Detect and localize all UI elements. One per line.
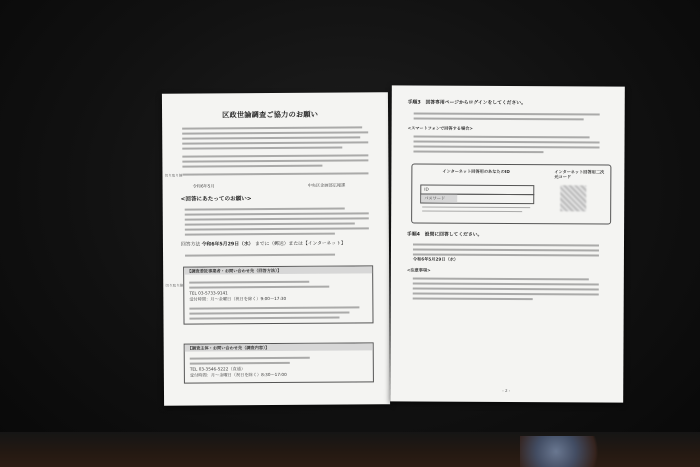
text-line (185, 217, 369, 220)
text-line (185, 222, 355, 225)
text-line (182, 136, 360, 139)
deadline-prefix: 回答方法 (180, 242, 201, 248)
sender-text: 中央区企画部広報課 (307, 182, 346, 188)
margin-label: 切り取り線 (165, 283, 184, 288)
contact-box-1 (183, 265, 373, 324)
right-document-page (390, 85, 625, 402)
text-line (182, 131, 368, 134)
text-line (190, 357, 310, 359)
text-line (182, 154, 368, 157)
step3-heading: 手順3 回答専用ページからログインをしてください。 (407, 100, 526, 107)
page-number: - 2 - (502, 387, 511, 394)
smartphone-heading: <スマートフォンで回答する場合> (407, 125, 473, 131)
login-info-box (411, 163, 611, 224)
text-line (413, 278, 589, 280)
text-line (185, 208, 345, 211)
step4-heading: 手順4 設問に回答してください。 (407, 232, 483, 238)
margin-label: 切り取り線 (164, 173, 183, 178)
box1-tel: TEL 03-5733-9141 (189, 290, 228, 296)
text-line (413, 288, 599, 290)
deadline-date: 令和6年5月29日（水） (412, 256, 459, 262)
deadline-suffix: までに（郵送）または【インターネット】 (254, 241, 346, 248)
text-line (414, 146, 600, 148)
blurred-object (520, 436, 610, 467)
text-line (413, 249, 599, 251)
text-line (185, 254, 335, 257)
left-document-page (162, 92, 390, 406)
text-line (414, 136, 590, 138)
id-label: ID (424, 186, 429, 192)
text-line (414, 113, 600, 115)
text-line (413, 293, 599, 295)
text-line (182, 141, 368, 144)
login-box-label: インターネット回答用のあなたのID (442, 168, 510, 175)
notes-heading: <注意事項> (406, 267, 431, 273)
text-line (189, 317, 339, 320)
deadline-date: 令和6年5月29日（水） (201, 242, 254, 248)
text-line (413, 151, 543, 153)
text-line (190, 362, 290, 364)
text-line (413, 244, 599, 246)
qr-label: インターネット回答用二次元コード (554, 169, 605, 180)
box2-hours: 受付時間：月～金曜日（祝日を除く）8:30～17:00 (189, 371, 287, 378)
text-line (414, 141, 600, 143)
box1-title: 【調査委託事業者・お問い合わせ先（回答方法）】 (187, 267, 282, 274)
text-line (413, 254, 599, 256)
box1-hours: 受付時間：月～金曜日（祝日を除く）9:00～17:30 (189, 295, 287, 302)
text-line (189, 311, 349, 314)
box2-tel: TEL 03-3546-5222（直通） (189, 366, 246, 372)
blurred-qr-code (560, 185, 586, 211)
password-field (420, 194, 534, 205)
text-line (182, 172, 368, 175)
text-line (189, 281, 309, 283)
text-line (182, 159, 368, 162)
text-line (185, 212, 369, 215)
date-text: 令和6年5月 (192, 183, 215, 189)
box2-title: 【調査主体・お問い合わせ先（調査内容）】 (187, 344, 270, 351)
text-line (422, 207, 530, 209)
text-line (182, 147, 342, 150)
text-line (189, 286, 329, 288)
page-title: 区政世論調査ご協力のお願い (222, 109, 319, 120)
text-line (182, 165, 322, 167)
section-heading: <回答にあたってのお願い> (180, 196, 252, 203)
text-line (413, 283, 599, 285)
text-line (189, 306, 359, 309)
contact-box-2 (184, 342, 374, 383)
password-label: パスワード (424, 195, 446, 201)
text-line (422, 211, 522, 213)
text-line (185, 233, 335, 236)
text-line (182, 126, 362, 129)
deadline-line (181, 243, 346, 249)
text-line (413, 298, 533, 300)
text-line (185, 227, 369, 230)
text-line (414, 118, 584, 120)
